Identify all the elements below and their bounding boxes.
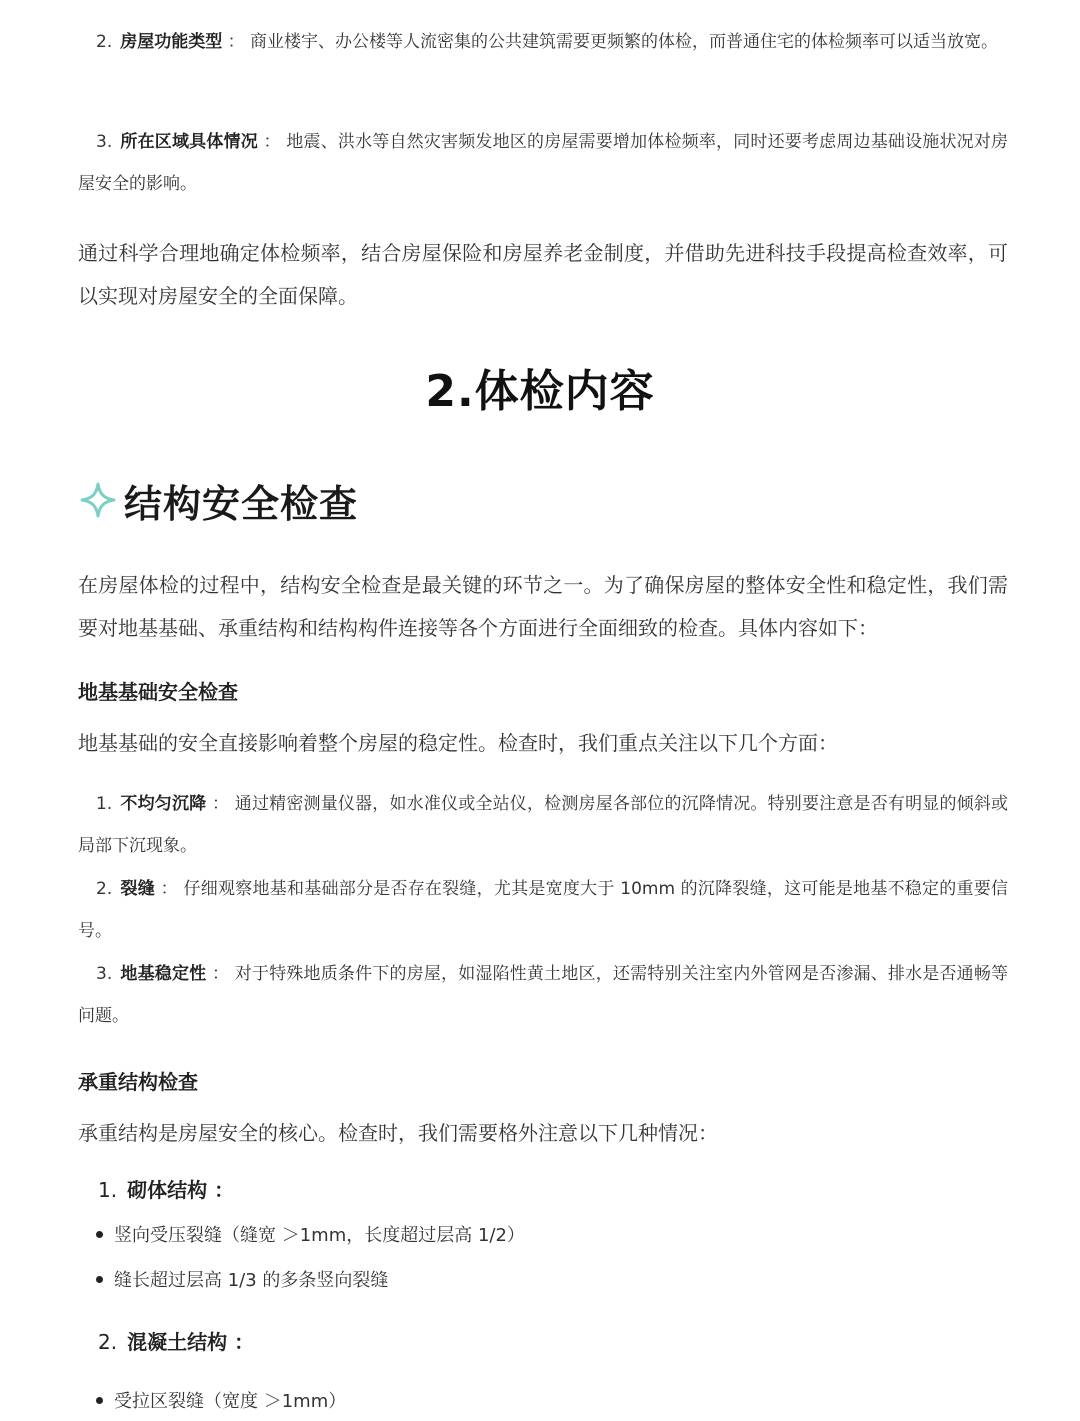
item-text: 仔细观察地基和基础部分是否存在裂缝，尤其是宽度大于 10mm 的沉降裂缝，这可能是地基不稳定的重要信号。 [78,879,1009,941]
item-text: 通过精密测量仪器，如水准仪或全站仪，检测房屋各部位的沉降情况。特别要注意是否有明显的倾斜或局部下沉现象。 [78,794,1009,856]
list-item: 缝长超过层高 1/3 的多条竖向裂缝 [96,1266,388,1292]
foundation-intro: 地基基础的安全直接影响着整个房屋的稳定性。检查时，我们重点关注以下几个方面： [78,731,838,755]
bullet-icon [96,1231,103,1238]
list-item: 1. 不均匀沉降 ： 通过精密测量仪器，如水准仪或全站仪，检测房屋各部位的沉降情况。特别要注意是否有明显的倾斜或局部下沉现象。 [78,794,1009,856]
list-item: 3. 地基稳定性 ： 对于特殊地质条件下的房屋，如湿陷性黄土地区，还需特别关注室内外管网是否渗漏、排水是否通畅等问题。 [78,964,1009,1026]
concrete-heading: 2. 混凝土结构 ： [98,1330,255,1354]
summary-paragraph: 通过科学合理地确定体检频率，结合房屋保险和房屋养老金制度，并借助先进科技手段提高检查效率，可以实现对房屋安全的全面保障。 [78,241,1008,308]
item-text: 地震、洪水等自然灾害频发地区的房屋需要增加体检频率，同时还要考虑周边基础设施状况对房屋安全的影响。 [78,132,1009,194]
item-title: 房屋功能类型 [120,32,223,52]
list-item: 3. 所在区域具体情况 ： 地震、洪水等自然灾害频发地区的房屋需要增加体检频率，同时还要考虑周边基础设施状况对房屋安全的影响。 [78,132,1009,194]
list-item: 2. 房屋功能类型 ： 商业楼宇、办公楼等人流密集的公共建筑需要更频繁的体检，而普通住宅的体检频率可以适当放宽。 [96,32,999,52]
list-item: 竖向受压裂缝（缝宽 ＞1mm，长度超过层高 1/2） [96,1221,525,1247]
bullet-icon [96,1397,103,1404]
item-title: 地基稳定性 [120,964,207,984]
section-title: 结构安全检查 [78,470,358,530]
main-title: 2.体检内容 [425,366,655,417]
sparkle-icon [78,480,118,520]
list-item: 2. 裂缝 ： 仔细观察地基和基础部分是否存在裂缝，尤其是宽度大于 10mm 的沉降裂缝，这可能是地基不稳定的重要信号。 [78,879,1009,941]
item-title: 所在区域具体情况 [120,132,258,152]
item-text: 商业楼宇、办公楼等人流密集的公共建筑需要更频繁的体检，而普通住宅的体检频率可以适当放宽。 [250,32,999,52]
list-item: 受拉区裂缝（宽度 ＞1mm） [96,1387,346,1413]
item-text: 对于特殊地质条件下的房屋，如湿陷性黄土地区，还需特别关注室内外管网是否渗漏、排水是否通畅等问题。 [78,964,1009,1026]
section-intro: 在房屋体检的过程中，结构安全检查是最关键的环节之一。为了确保房屋的整体安全性和稳定性，我们需要对地基基础、承重结构和结构构件连接等各个方面进行全面细致的检查。具体内容如下： [78,573,1008,640]
masonry-heading: 1. 砌体结构 ： [98,1178,235,1202]
load-bearing-heading: 承重结构检查 [78,1070,198,1094]
item-title: 裂缝 [120,879,155,899]
item-title: 不均匀沉降 [120,794,207,814]
load-bearing-intro: 承重结构是房屋安全的核心。检查时，我们需要格外注意以下几种情况： [78,1121,718,1145]
foundation-heading: 地基基础安全检查 [78,680,238,704]
bullet-icon [96,1276,103,1283]
